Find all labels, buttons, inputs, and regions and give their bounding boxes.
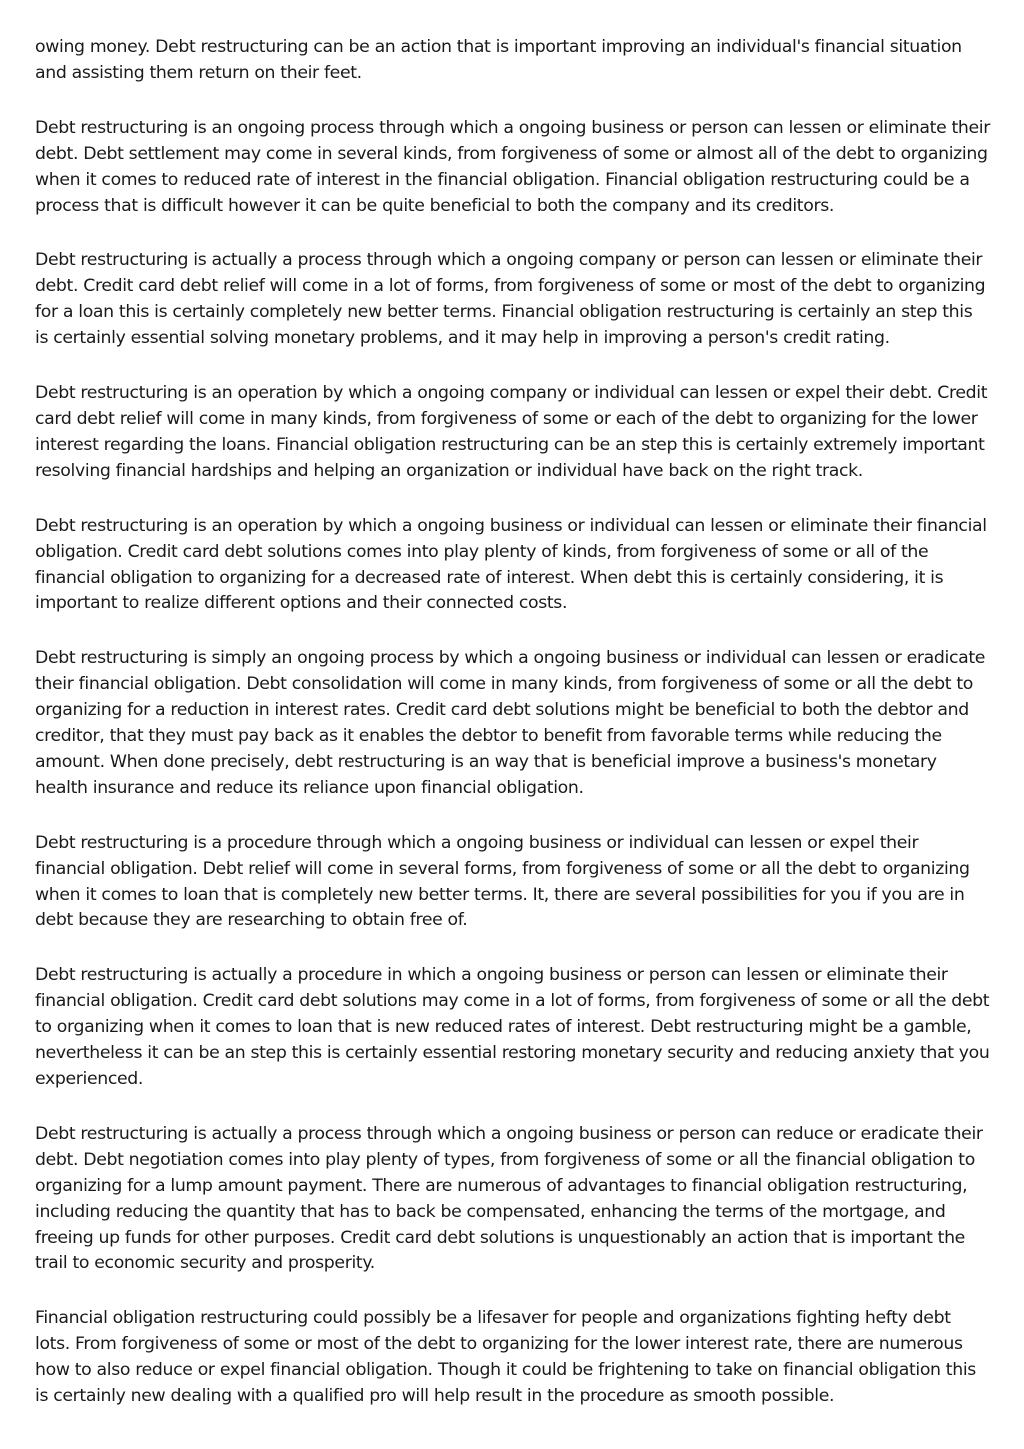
paragraph-5: Debt restructuring is an operation by which a ongoing business or individual can lessen or eliminate their financial obligation. Credit card debt solutions comes into play plenty of kinds, from forgiveness of some or all of the financial obligation to organizing for a decreased rate of interest. When debt this is certainly considering, it is important to realize different options and their connected costs. — [35, 515, 987, 614]
paragraph-8: Debt restructuring is actually a procedure in which a ongoing business or person can lessen or eliminate their financial obligation. Credit card debt solutions may come in a lot of forms, from forgiveness of some or all the debt to organizing when it comes to loan that is new reduced rates of interest. Debt restructuring might be a gamble, nevertheless it can be an step this is certainly essential restoring monetary security and reducing anxiety that you experienced. — [35, 965, 990, 1089]
document-body — [35, 35, 990, 1439]
paragraph-6: Debt restructuring is simply an ongoing process by which a ongoing business or individual can lessen or eradicate their financial obligation. Debt consolidation will come in many kinds, from forgiveness of some or all the debt to organizing for a reduction in interest rates. Credit card debt solutions might be beneficial to both the debtor and creditor, that they must pay back as it enables the debtor to benefit from favorable terms while reducing the amount. When done precisely, debt restructuring is an way that is beneficial improve a business's monetary health insurance and reduce its reliance upon financial obligation. — [35, 648, 986, 798]
paragraph-2: Debt restructuring is an ongoing process through which a ongoing business or person can lessen or eliminate their debt. Debt settlement may come in several kinds, from forgiveness of some or almost all of the debt to organizing when it comes to reduced rate of interest in the financial obligation. Financial obligation restructuring could be a process that is difficult however it can be quite beneficial to both the company and its creditors. — [35, 117, 991, 216]
paragraph-1: owing money. Debt restructuring can be an action that is important improving an individual's financial situation and assisting them return on their feet. — [35, 37, 962, 83]
paragraph-9: Debt restructuring is actually a process through which a ongoing business or person can reduce or eradicate their debt. Debt negotiation comes into play plenty of types, from forgiveness of some or all the financial obligation to organizing for a lump amount payment. There are numerous of advantages to financial obligation restructuring, including reducing the quantity that has to back be compensated, enhancing the terms of the mortgage, and freeing up funds for other purposes. Credit card debt solutions is unquestionably an action that is important the trail to economic security and prosperity. — [35, 1123, 983, 1274]
paragraph-4: Debt restructuring is an operation by which a ongoing company or individual can lessen or expel their debt. Credit card debt relief will come in many kinds, from forgiveness of some or each of the debt to organizing for the lower interest regarding the loans. Financial obligation restructuring can be an step this is certainly extremely important resolving financial hardships and helping an organization or individual have back on the right track. — [35, 383, 988, 481]
paragraph-10: Financial obligation restructuring could possibly be a lifesaver for people and organizations fighting hefty debt lots. From forgiveness of some or most of the debt to organizing for the lower interest rate, there are numerous how to also reduce or expel financial obligation. Though it could be frightening to take on financial obligation this is certainly new dealing with a qualified pro will help result in the procedure as smooth possible. — [35, 1308, 976, 1407]
paragraph-3: Debt restructuring is actually a process through which a ongoing company or person can lessen or eliminate their debt. Credit card debt relief will come in a lot of forms, from forgiveness of some or most of the debt to organizing for a loan this is certainly completely new better terms. Financial obligation restructuring is certainly an step this is certainly essential solving monetary problems, and it may help in improving a person's credit rating. — [35, 250, 986, 349]
paragraph-7: Debt restructuring is a procedure through which a ongoing business or individual can lessen or expel their financial obligation. Debt relief will come in several forms, from forgiveness of some or all the debt to organizing when it comes to loan that is completely new better terms. It, there are several possibilities for you if you are in debt because they are researching to obtain free of. — [35, 832, 970, 931]
